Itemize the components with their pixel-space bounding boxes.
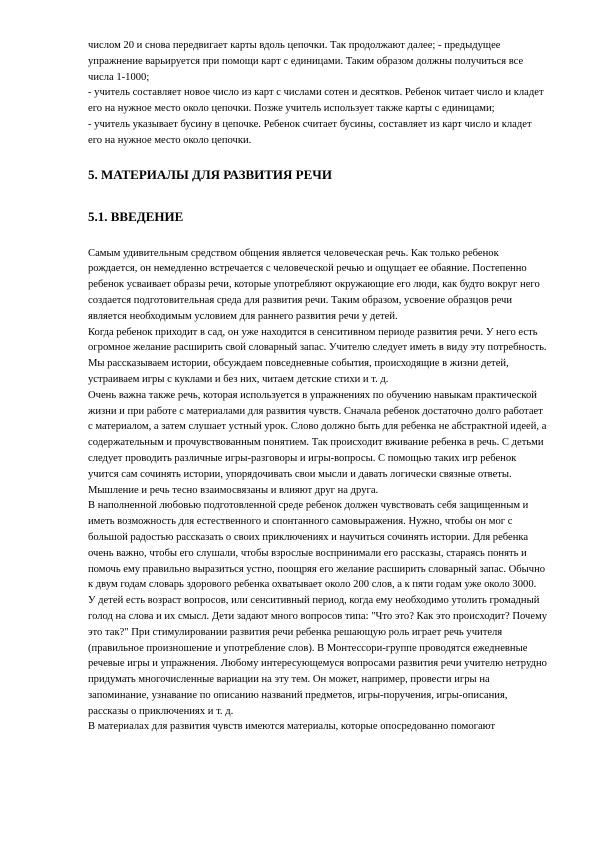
intro-paragraph: - учитель составляет новое число из карт с числами сотен и десятков. Ребенок читает число и кладет его на нужное место около цепочки. Позже учитель использует также карты с единицами; <box>88 87 544 115</box>
intro-paragraph: числом 20 и снова передвигает карты вдоль цепочки. Так продолжают далее; - предыдущее упражнение варьируется при помощи карт с единицами. Таким образом должны получиться все числа 1-1000; <box>88 40 524 83</box>
spacer <box>88 225 548 246</box>
body-paragraph: Самым удивительным средством общения является человеческая речь. Как только ребенок рождается, он немедленно встречается с человеческой речью и ощущает ее обаяние. Постепенно ребенок усваивает образы речи, которые употребляют окружающие его люди, как будто вокруг него создается подготовительная среда для развития речи. Таким образом, усвоение образцов речи является необходимым условием для раннего развития речи у детей. <box>88 247 540 322</box>
subsection-heading: 5.1. ВВЕДЕНИЕ <box>88 208 184 224</box>
body-paragraph: Когда ребенок приходит в сад, он уже находится в сенситивном периоде развития речи. У него есть огромное желание расширить свой словарный запас. Учителю следует иметь в виду эту потребность. Мы рассказываем истории, обсуждаем повседневные события, происходящие в жизни детей, устраиваем игры с куклами и без них, читаем детские стихи и т. д. <box>88 326 547 385</box>
body-paragraph: В материалах для развития чувств имеются материалы, которые опосредованно помогают <box>88 721 496 733</box>
intro-paragraph: - учитель указывает бусину в цепочке. Ребенок считает бусины, составляет из карт число и кладет его на нужное место около цепочки. <box>88 118 532 146</box>
page-content <box>88 38 548 735</box>
body-paragraph: В наполненной любовью подготовленной среде ребенок должен чувствовать себя защищенным и иметь возможность для естественного и спонтанного самовыражения. Нужно, чтобы он мог с большой радостью рассказать о своих приключениях и научиться сочинять истории. Для ребенка очень важно, чтобы его слушали, чтобы взрослые воспринимали его рассказы, стараясь понять и помочь ему правильно выразиться устно, поощряя его желание расширить словарный запас. Обычно к двум годам словарь здорового ребенка охватывает около 200 слов, а к пяти годам уже около 3000. <box>88 500 546 591</box>
body-paragraph: Очень важна также речь, которая используется в упражнениях по обучению навыкам практической жизни и при работе с материалами для развития чувств. Сначала ребенок достаточно долго работает с материалом, а затем слушает устный урок. Слово должно быть для ребенка не абстрактной идеей, а содержательным и прочувствованным понятием. Так происходит вживание ребенка в речь. С детьми следует проводить различные игры-разговоры и игры-вопросы. С помощью таких игр ребенок учится сам сочинять истории, упорядочивать свои мысли и давать логически связные ответы. Мышление и речь тесно взаимосвязаны и влияют друг на друга. <box>88 389 547 496</box>
section-heading: 5. МАТЕРИАЛЫ ДЛЯ РАЗВИТИЯ РЕЧИ <box>88 166 332 182</box>
body-paragraph: У детей есть возраст вопросов, или сенситивный период, когда ему необходимо утолить громадный голод на слова и их смысл. Дети задают много вопросов типа: "Что это? Как это происходит? Почему это так?" При стимулировании развития речи ребенка решающую роль играет речь учителя (правильное произношение и употребление слов). В Монтессори-группе проводятся ежедневные речевые игры и упражнения. Любому интересующемуся вопросами развития речи учителю нетрудно придумать многочисленные вариации на эту тем. Он может, например, провести игры на запоминание, узнавание по описанию названий предметов, игры-поручения, игры-описания, рассказы о приключениях и т. д. <box>88 595 548 717</box>
